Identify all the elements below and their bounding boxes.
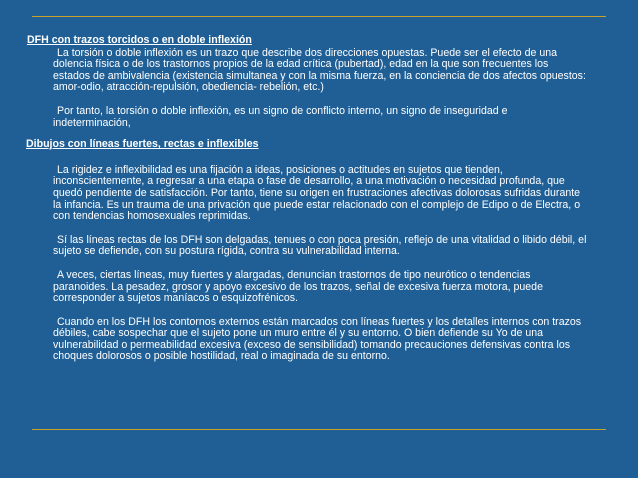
paragraph-rigidez: La rigidez e inflexibilidad es una fijación a ideas, posiciones o actitudes en sujetos que tienden, inconscientemente, a regresar a una etapa o fase de desarrollo, a una motivación o necesidad profunda, que quedó pendiente de satisfacción. Por tanto, tiene su origen en frustraciones afectivas dolorosas sufridas durante la infancia. Es un trauma de una privación que puede estar relacionado con el complejo de Edipo o de Electra, o con tendencias homosexuales reprimidas.	[53, 163, 581, 223]
bottom-divider	[32, 429, 606, 430]
paragraph-lineas-delgadas: Sí las líneas rectas de los DFH son delgadas, tenues o con poca presión, reflejo de una vitalidad o libido débil, el sujeto se defiende, con su postura rígida, contra su vulnerabilidad interna.	[53, 233, 587, 258]
section-heading-torcidos: DFH con trazos torcidos o en doble inflexión	[27, 34, 252, 46]
section-heading-lineas-fuertes: Dibujos con líneas fuertes, rectas e inflexibles	[26, 138, 259, 151]
slide-body	[27, 35, 587, 363]
paragraph-lineas-alargadas: A veces, ciertas líneas, muy fuertes y alargadas, denuncian trastornos de tipo neurótico o tendencias paranoides. La pesadez, grosor y apoyo excesivo de los trazos, señal de excesiva fuerza motora, puede corresponder a sujetos maníacos o esquizofrénicos.	[53, 268, 543, 305]
paragraph-contornos: Cuando en los DFH los contornos externos están marcados con líneas fuertes y los detalles internos con trazos débiles, cabe sospechar que el sujeto pone un muro entre él y su entorno. O bien defiende su Yo de una vulnerabilidad o permeabilidad excesiva (exceso de sensibilidad) tomando precauciones defensivas contra los choques dolorosos o posible hostilidad, real o imaginada de su entorno.	[53, 315, 582, 363]
top-divider	[32, 16, 606, 17]
paragraph-conflicto: Por tanto, la torsión o doble inflexión, es un signo de conflicto interno, un signo de inseguridad e indeterminación,	[53, 104, 508, 129]
paragraph-torsion: La torsión o doble inflexión es un trazo que describe dos direcciones opuestas. Puede ser el efecto de una dolencia física o de los trastornos propios de la edad crítica (pubertad), edad en la que son frecuentes los estados de ambivalencia (existencia simultanea y con la misma fuerza, en la conciencia de dos afectos opuestos: amor-odio, atracción-repulsión, obediencia- rebelión, etc.)	[53, 46, 586, 94]
